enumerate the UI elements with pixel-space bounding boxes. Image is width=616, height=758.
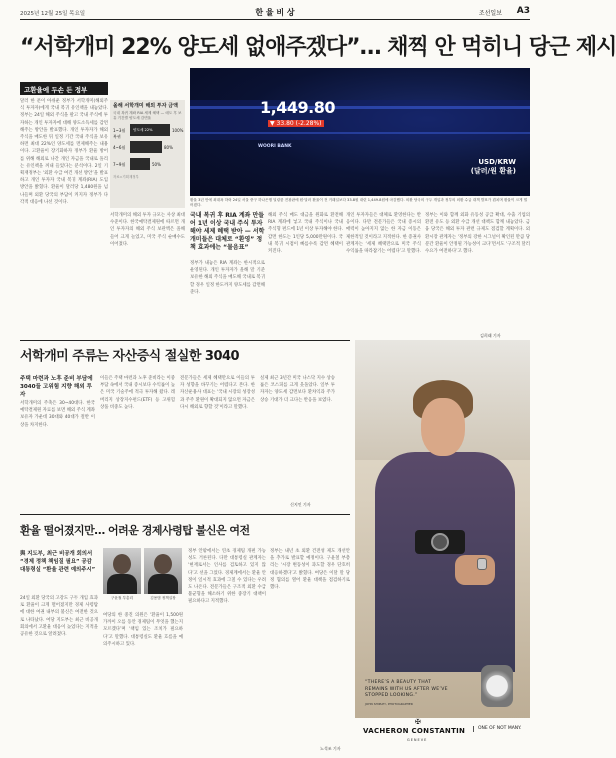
wristwatch-icon xyxy=(477,558,487,570)
portrait-suit xyxy=(107,574,137,594)
article1-body-column-6: 정부는 이와 함께 외화 유동성 공급 확대, 수출 기업의 환전 유도 등 외환 수급 개선 대책도 함께 내놓았다. 금융 당국은 해외 투자 관련 규제도 점검할 계획이다. 외환시장 관계자는 ‘정부의 강한 시그널이 확인된 만큼 당분간 환율이 안정될 가능성이 크다’면서도 ‘구조적 달러 수요가 여전하다’고 했다. xyxy=(425,213,530,255)
portrait-head xyxy=(154,554,172,574)
ad-brand-bar xyxy=(355,718,530,752)
row-value: 100% xyxy=(172,128,184,133)
infographic-row xyxy=(113,141,182,155)
article2-headline: 서학개미 주류는 자산증식 절실한 3040 xyxy=(20,349,240,364)
article1-subheading: 국내 복귀 후 RIA 계좌 만들어 1년 이상 국내 주식 투자 해야 세제 혜택 받아 — 서학개미들은 대체로 “환영” 정책 효과에는 “물음표” xyxy=(190,212,265,251)
ad-credit: JOHN SHIPLEY, PHOTOGRAPHER xyxy=(365,702,413,706)
ad-tagline: ONE OF NOT MANY. xyxy=(473,726,521,732)
article2-body-column-1: 서학개미의 주축은 30~40대다. 한국예탁결제원 자료를 보면 해외 주식 계좌 보유자 가운데 30대와 40대가 절반 이상을 차지한다. xyxy=(20,401,95,428)
watch-advertisement[interactable] xyxy=(355,340,530,752)
section-title: 한 율 비 상 xyxy=(255,8,295,17)
portrait-photo xyxy=(103,548,141,594)
display-glow xyxy=(190,92,530,152)
infographic-row xyxy=(113,158,182,172)
ad-model-face xyxy=(421,398,465,456)
article2-body-column-4: 실제 최근 3년간 미국 나스닥 지수 상승률은 코스피를 크게 웃돌았다. 일부 투자자는 양도세 감면보다 환차익과 주가 상승 기대가 더 크다는 반응을 보였다. xyxy=(260,376,335,403)
article1-body-column-4: 해외 주식 매도 대금을 원화로 환전해 RIA 계좌에 넣고 국내 주식이나 국내 주식형 펀드에 1년 이상 투자해야 한다. 감면 한도는 1인당 5,000만원이다. 국내 복귀 시점이 빠를수록 감면 혜택이 커진다. xyxy=(268,213,343,255)
portrait-photo xyxy=(144,548,182,594)
infographic-source: 자료=기획재정부 xyxy=(113,175,139,179)
row-label: 7~9월 xyxy=(113,162,126,167)
camera-lens xyxy=(431,533,449,551)
article3-byline: 노석조 기자 xyxy=(320,746,341,751)
article1-body-column-5: 개인 투자자들은 대체로 환영한다는 반응이다. 다만 전문가들은 국내 증시의 매력이 높아지지 않는 한 자금 이동은 제한적일 것이라고 지적한다. 한 증권사 관계자는 ‘세제 혜택만으로 미국 주식 수익률을 따라잡기는 어렵다’고 말했다. xyxy=(346,213,421,255)
row-label: 1~3월 복귀 xyxy=(113,128,126,139)
section-divider xyxy=(20,340,350,341)
article1-body-column-2: 서학개미의 해외 투자 규모는 사상 최대 수준이다. 한국예탁결제원에 따르면 개인 투자자의 해외 주식 보관액은 올해 들어 크게 늘었고, 미국 주식 순매수도 이어졌다. xyxy=(110,213,185,247)
article1-body-column-3: 정부가 내놓은 RIA 계좌는 한시적으로 운영된다. 개인 투자자가 올해 말 기준 보유한 해외 주식을 매도해 국내로 복귀할 경우 일정 한도까지 양도세를 감면해 준다. xyxy=(190,261,265,295)
portrait-caption: 김용범 정책실장 xyxy=(150,596,176,600)
row-bar xyxy=(130,141,162,153)
camera-icon xyxy=(415,530,465,554)
infographic-note: 국내 복귀 계좌 RIA 세제 혜택 — 매도 후 보유 기간별 양도세 감면율 xyxy=(113,111,182,120)
article2-body-column-3: 전문가들은 세제 혜택만으로 이들의 투자 성향을 바꾸기는 어렵다고 본다. 한 자산운용사 대표는 ‘국내 시장의 성장성과 주주 환원이 확대되지 않으면 자금은 다시 해외로 향할 것’이라고 말했다. xyxy=(180,376,255,410)
row-bar xyxy=(130,158,150,170)
article1-byline: 김희래 기자 xyxy=(480,333,501,338)
row-value: 80% xyxy=(164,145,173,150)
page-number: A3 xyxy=(516,6,530,16)
exchange-rate-photo xyxy=(190,68,530,196)
portrait-head xyxy=(113,554,131,574)
portrait-suit xyxy=(148,574,178,594)
rate-display: 1,449.80 xyxy=(260,98,335,117)
article2-byline: 신지인 기자 xyxy=(290,502,311,507)
infographic-title: 올해 서학개미 해외 투자 금액 xyxy=(113,103,178,109)
paper-name: 조선일보 xyxy=(478,10,502,17)
bank-logo: WOORI BANK xyxy=(258,144,292,149)
issue-date: 2025년 12월 25일 목요일 xyxy=(20,11,86,17)
portrait-caption: 구윤철 부총리 xyxy=(111,596,133,600)
article2-subheading: 주택 마련과 노후 준비 부담에 3040들 고위험 지향 해외 투자 xyxy=(20,376,93,398)
ad-model-hand xyxy=(455,555,495,585)
article3-body-column-1: 24일 외환 당국의 고강도 구두 개입 효과로 환율이 크게 떨어졌지만 경제 사령탑에 대한 여권 내부의 불신은 여전한 것으로 나타났다. 여당 지도부는 최근 비공개 회의에서 고환율 대응이 늦었다는 지적을 공유한 것으로 알려졌다. xyxy=(20,596,98,638)
currency-pair xyxy=(471,158,516,176)
currency-pair-label: USD/KRW xyxy=(478,158,516,166)
article1-box-heading: 고환율에 두손 든 정부 xyxy=(20,82,108,95)
infographic-row xyxy=(113,124,182,138)
article3-body-column-4: 정부는 내년 초 외환 건전성 제도 개선안을 추가로 발표할 예정이다. 구윤철 부총리는 ‘시장 변동성이 과도할 경우 단호히 대응하겠다’고 밝혔다. 여당은 이달 말 당정 협의를 열어 환율 대책을 점검하기로 했다. xyxy=(270,549,350,591)
currency-pair-sub: (달러/원 환율) xyxy=(470,167,516,175)
article3-body-column-3: 정부 안팎에서는 연초 경제팀 개편 가능성도 거론된다. 다만 대통령실 관계자는 ‘현재로서는 인사를 검토하고 있지 않다’고 선을 그었다. 경제계에서는 환율 안정이 일시적 효과에 그칠 수 있다는 우려도 나온다. 전문가들은 구조적 외환 수급 불균형을 해소하기 위한 중장기 대책이 필요하다고 지적했다. xyxy=(188,549,266,605)
brand-logo: VACHERON CONSTANTIN xyxy=(363,727,466,735)
section-divider xyxy=(20,514,350,515)
article1-body-column-1: 달러 한 푼이 아쉬운 정부가 서학개미(해외주식 투자자)에게 국내 복귀 유인책을 내놓았다. 정부는 24일 해외 주식을 팔고 국내 주식에 투자하는 개인 투자자에 대해 양도소득세를 감면해주는 방안을 발표했다. 개인 투자자가 해외 주식을 매도한 뒤 일정 기간 국내 주식을 보유하면 최대 22%인 양도세를 면제해주는 내용이다. 고환율이 장기화하자 정부가 환율 방어를 위해 해외로 나간 개인 자금을 국내로 돌리는 유인책을 꺼내 들었다는 분석이다. 2일 기획재정부는 ‘외환 수급 여건 개선 방안’을 발표하고 개인 투자자 국내 복귀 계좌(RIA) 도입 방안을 밝혔다. 환율이 달러당 1,480원을 넘나들며 외환 당국의 부담이 커지자 정부가 다각적 대응에 나선 것이다. xyxy=(20,99,108,205)
maltese-cross-icon: ✠ xyxy=(415,718,421,726)
photo-caption: 환율 3년 만에 최대폭 하락 24일 서울 중구 하나은행 딜링룸 전광판에 원·달러 환율이 전 거래일보다 33.8원 내린 1,449.8원에 마감했다. 외환 당국의 구두 개입과 정부의 외환 수급 대책 발표가 겹치며 환율이 크게 떨어졌다. xyxy=(190,198,528,207)
row-label: 4~6월 xyxy=(113,145,126,150)
brand-city: GENEVE xyxy=(407,738,428,742)
row-value: 50% xyxy=(152,162,161,167)
article3-body-column-2: 여당의 한 중진 의원은 ‘환율이 1,500원 가까이 오를 동안 경제팀이 무엇을 했는지 모르겠다’며 ‘책임 있는 조치가 필요하다’고 말했다. 대통령실도 환율 흐름을 예의주시하고 있다. xyxy=(103,613,183,647)
article3-headline: 환율 떨어졌지만… 어려운 경제사령탑 불신은 여전 xyxy=(20,524,250,537)
article2-body-column-2: 이들은 주택 마련과 노후 준비라는 이중 부담 속에서 국내 증시보다 수익률이 높은 미국 기술주에 적극 투자해 왔다. 레버리지 상장지수펀드(ETF) 등 고위험 상품 비중도 높다. xyxy=(100,376,175,410)
main-headline: “서학개미 22% 양도세 없애주겠다”… 채찍 안 먹히니 당근 제시 xyxy=(20,35,616,60)
article3-subheading: 與 지도부, 최근 비공개 회의서 “경제 정책 책임질 필요” 공감 대통령실 “환율 관련 예의주시” xyxy=(20,551,96,573)
ad-slogan: “THERE’S A BEAUTY THAT REMAINS WITH US AFTER WE’VE STOPPED LOOKING.” xyxy=(365,680,448,698)
watch-product-icon xyxy=(481,665,513,707)
rate-change: ▼ 33.80 (-2.28%) xyxy=(270,120,322,127)
masthead xyxy=(20,6,530,20)
infographic-box xyxy=(110,100,185,208)
row-tag: 양도세 22% xyxy=(133,128,153,132)
portrait-photos xyxy=(103,548,183,608)
